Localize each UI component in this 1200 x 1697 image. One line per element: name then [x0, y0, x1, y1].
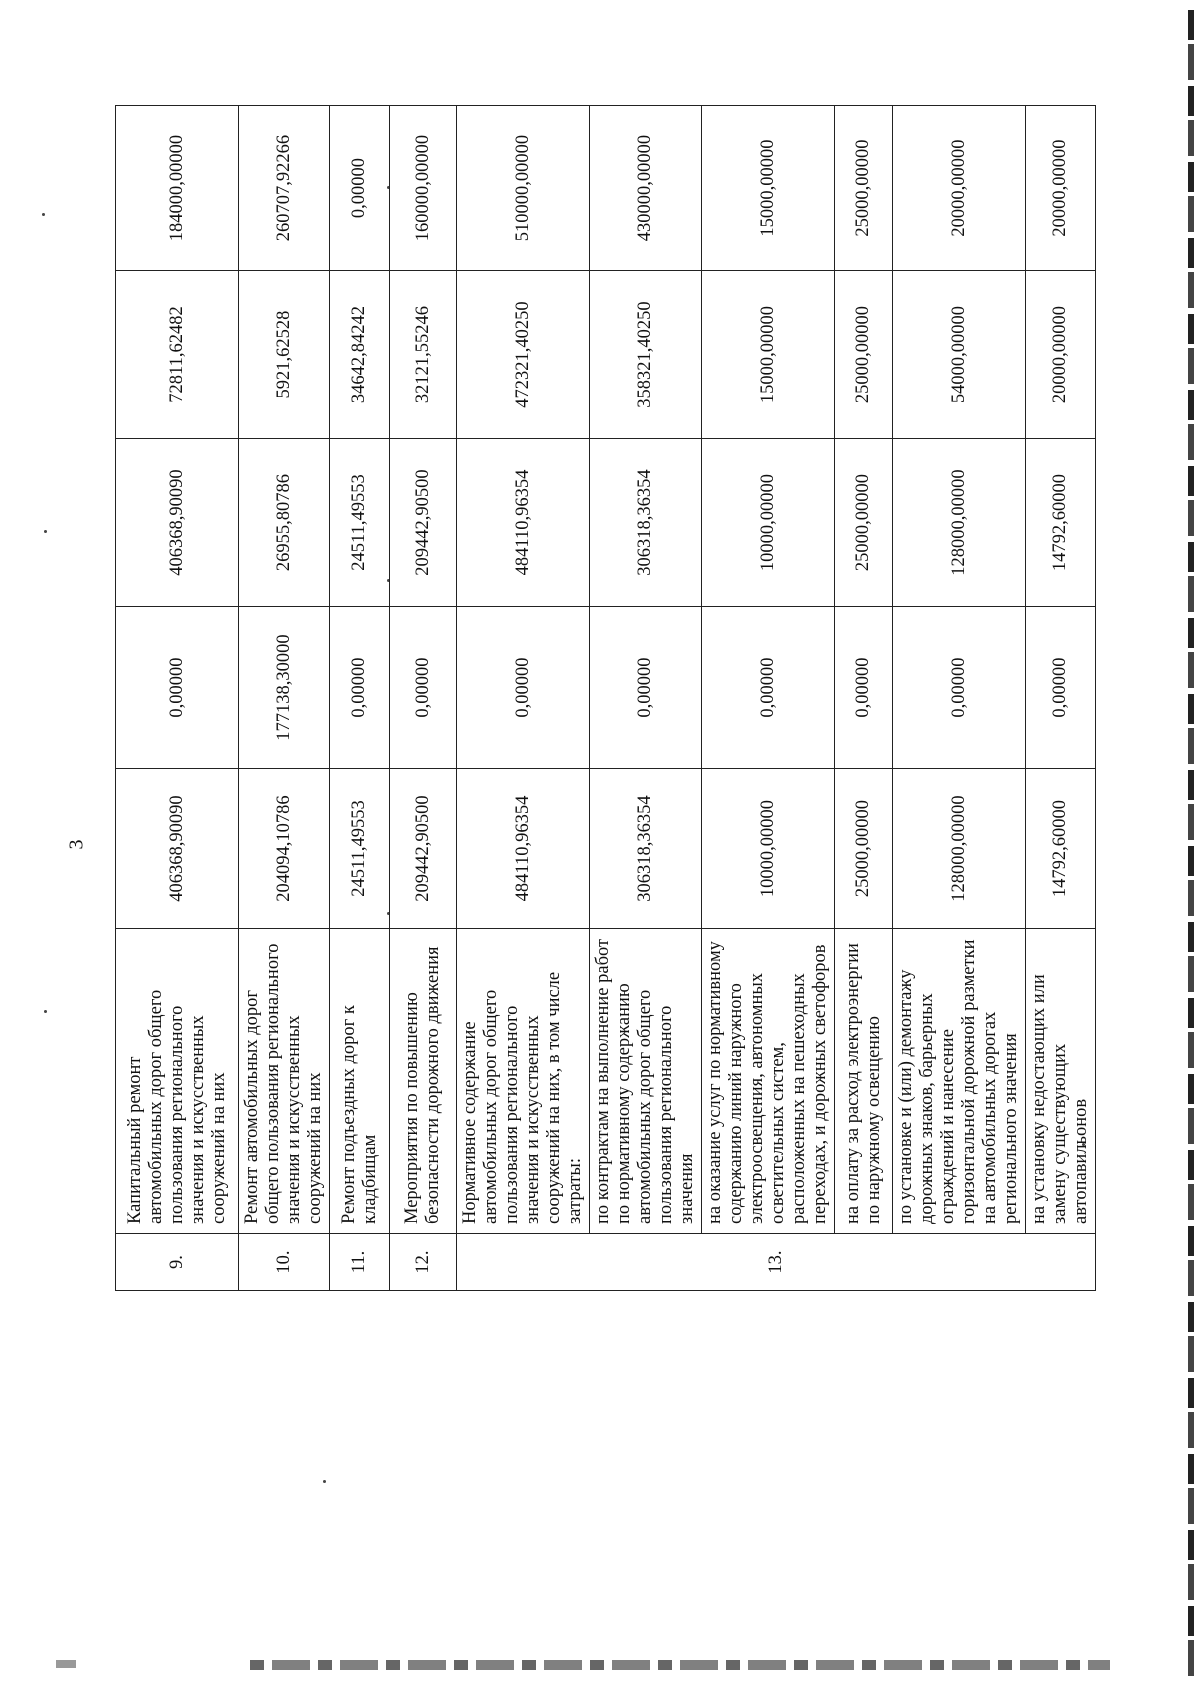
value-cell: 0,00000 [835, 607, 893, 769]
table-row [390, 106, 457, 1291]
page-number: 3 [65, 839, 88, 850]
value-cell: 484110,96354 [457, 769, 590, 929]
value-cell: 24511,49553 [330, 439, 390, 607]
value-cell: 430000,00000 [590, 106, 702, 271]
value-cell: 510000,00000 [457, 106, 590, 271]
row-description: Капитальный ремонт автомобильных дорог общего пользования регионального значения и искусственных сооружений на них [116, 929, 239, 1234]
value-cell: 306318,36354 [590, 439, 702, 607]
value-cell: 0,00000 [702, 607, 835, 769]
row-description: на установку недостающих или замену существующих автопавильонов [1026, 929, 1096, 1234]
scan-speck [42, 213, 45, 216]
row-description: на оплату за расход электроэнергии по наружному освещению [835, 929, 893, 1234]
value-cell: 177138,30000 [239, 607, 330, 769]
row-description: по установке и (или) демонтажу дорожных знаков, барьерных ограждений и нанесение горизонтальной дорожной разметки на автомобильных дорогах регионального значения [893, 929, 1026, 1234]
value-cell: 260707,92266 [239, 106, 330, 271]
scan-speck [44, 1010, 47, 1013]
table-row [590, 106, 702, 1291]
value-cell: 0,00000 [390, 607, 457, 769]
table-row [835, 106, 893, 1291]
value-cell: 209442,90500 [390, 439, 457, 607]
value-cell: 0,00000 [893, 607, 1026, 769]
value-cell: 204094,10786 [239, 769, 330, 929]
value-cell: 25000,00000 [835, 106, 893, 271]
table-row [116, 106, 239, 1291]
table-row [702, 106, 835, 1291]
table-row [330, 106, 390, 1291]
value-cell: 10000,00000 [702, 769, 835, 929]
table-row [1026, 106, 1096, 1291]
row-number: 9. [116, 1234, 239, 1291]
rotated-table-container [115, 106, 1091, 1291]
table-row [457, 106, 590, 1291]
row-description: Мероприятия по повышению безопасности дорожного движения [390, 929, 457, 1234]
value-cell: 0,00000 [457, 607, 590, 769]
scan-corner-noise [56, 1660, 76, 1668]
value-cell: 20000,00000 [893, 106, 1026, 271]
value-cell: 15000,00000 [702, 106, 835, 271]
row-description: на оказание услуг по нормативному содержанию линий наружного электроосвещения, автономных осветительных систем, расположенных на пешеходных переходах, и дорожных светофоров [702, 929, 835, 1234]
value-cell: 128000,00000 [893, 439, 1026, 607]
scan-bottom-noise [250, 1660, 1110, 1670]
value-cell: 25000,00000 [835, 439, 893, 607]
value-cell: 26955,80786 [239, 439, 330, 607]
table-row [893, 106, 1026, 1291]
row-description: Ремонт автомобильных дорог общего пользования регионального значения и искусственных сооружений на них [239, 929, 330, 1234]
value-cell: 128000,00000 [893, 769, 1026, 929]
value-cell: 406368,90090 [116, 769, 239, 929]
value-cell: 406368,90090 [116, 439, 239, 607]
value-cell: 472321,40250 [457, 271, 590, 439]
scan-edge-strip [1188, 10, 1194, 1680]
value-cell: 0,00000 [330, 607, 390, 769]
value-cell: 5921,62528 [239, 271, 330, 439]
value-cell: 14792,60000 [1026, 439, 1096, 607]
table-row [239, 106, 330, 1291]
value-cell: 14792,60000 [1026, 769, 1096, 929]
row-description: Ремонт подъездных дорог к кладбищам [330, 929, 390, 1234]
value-cell: 72811,62482 [116, 271, 239, 439]
value-cell: 0,00000 [1026, 607, 1096, 769]
budget-table [115, 105, 1096, 1291]
row-number: 12. [390, 1234, 457, 1291]
value-cell: 306318,36354 [590, 769, 702, 929]
value-cell: 34642,84242 [330, 271, 390, 439]
row-number: 11. [330, 1234, 390, 1291]
scan-speck [323, 1480, 326, 1483]
scan-speck [44, 530, 47, 533]
value-cell: 32121,55246 [390, 271, 457, 439]
value-cell: 358321,40250 [590, 271, 702, 439]
value-cell: 0,00000 [116, 607, 239, 769]
value-cell: 25000,00000 [835, 769, 893, 929]
value-cell: 184000,00000 [116, 106, 239, 271]
value-cell: 160000,00000 [390, 106, 457, 271]
row-description: по контрактам на выполнение работ по нормативному содержанию автомобильных дорог общего пользования регионального значения [590, 929, 702, 1234]
row-number: 13. [457, 1234, 1096, 1291]
value-cell: 20000,00000 [1026, 271, 1096, 439]
value-cell: 15000,00000 [702, 271, 835, 439]
row-description: Нормативное содержание автомобильных дорог общего пользования регионального значения и искусственных сооружений на них, в том числе затраты: [457, 929, 590, 1234]
value-cell: 10000,00000 [702, 439, 835, 607]
value-cell: 54000,00000 [893, 271, 1026, 439]
value-cell: 25000,00000 [835, 271, 893, 439]
value-cell: 209442,90500 [390, 769, 457, 929]
value-cell: 0,00000 [330, 106, 390, 271]
value-cell: 484110,96354 [457, 439, 590, 607]
row-number: 10. [239, 1234, 330, 1291]
value-cell: 24511,49553 [330, 769, 390, 929]
value-cell: 0,00000 [590, 607, 702, 769]
value-cell: 20000,00000 [1026, 106, 1096, 271]
